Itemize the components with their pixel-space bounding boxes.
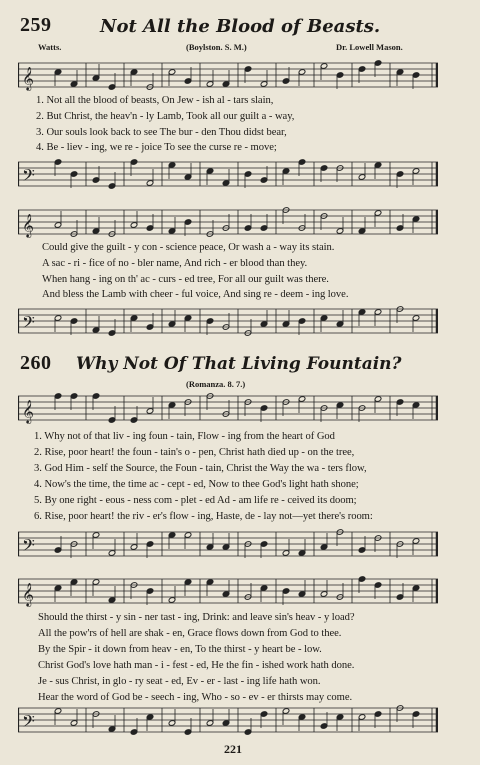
hymn-number: 260 <box>20 352 52 374</box>
music-staff-bass <box>18 528 438 562</box>
svg-text:𝄢: 𝄢 <box>22 711 35 735</box>
lyric-line: When hang - ing on th' ac - curs - ed tree, For all our guilt was there. <box>42 274 329 285</box>
svg-text:𝄞: 𝄞 <box>22 213 34 237</box>
lyric-line: 1. Not all the blood of beasts, On Jew - ish al - tars slain, <box>36 95 274 106</box>
svg-text:𝄞: 𝄞 <box>22 399 34 423</box>
svg-text:𝄢: 𝄢 <box>22 312 35 336</box>
lyric-line: And bless the Lamb with cheer - ful voice, And sing re - deem - ing love. <box>42 289 349 300</box>
lyric-line: Should the thirst - y sin - ner tast - ing, Drink: and leave sin's heav - y load? <box>38 612 355 623</box>
svg-text:𝄞: 𝄞 <box>22 582 34 606</box>
music-staff-treble <box>18 206 438 240</box>
svg-text:𝄞: 𝄞 <box>22 66 34 90</box>
hymn-number: 259 <box>20 14 52 36</box>
lyric-line: Could give the guilt - y con - science peace, Or wash a - way its stain. <box>42 242 335 253</box>
lyric-line: 3. Our souls look back to see The bur - den Thou didst bear, <box>36 127 287 138</box>
music-staff-treble <box>18 59 438 93</box>
hymn-tune: (Boylston. S. M.) <box>186 42 247 52</box>
svg-text:𝄢: 𝄢 <box>22 165 35 189</box>
lyric-line: All the pow'rs of hell are shak - en, Grace flows down from God to thee. <box>38 628 342 639</box>
lyric-line: 2. Rise, poor heart! the foun - tain's o - pen, Christ hath died up - on the tree, <box>34 447 355 458</box>
lyric-line: Christ God's love hath man - i - fest - ed, He the fin - ished work hath done. <box>38 660 355 671</box>
lyric-line: A sac - ri - fice of no - bler name, And rich - er blood than they. <box>42 258 308 269</box>
page-number: 221 <box>224 742 242 756</box>
lyric-line: 5. By one right - eous - ness com - plet - ed Ad - am life re - ceived its doom; <box>34 495 357 506</box>
lyric-line: 6. Rise, poor heart! the riv - er's flow - ing, Haste, de - lay not—yet there's room: <box>34 511 373 522</box>
music-staff-bass <box>18 704 438 738</box>
music-staff-bass <box>18 158 438 192</box>
lyric-line: 2. But Christ, the heav'n - ly Lamb, Took all our guilt a - way, <box>36 111 295 122</box>
lyric-line: 4. Now's the time, the time ac - cept - ed, Now to thee God's light hath shone; <box>34 479 359 490</box>
lyric-line: Hear the word of God be - seech - ing, Who - so - ev - er thirsts may come. <box>38 692 353 703</box>
music-staff-treble <box>18 575 438 609</box>
hymn-title: Not All the Blood of Beasts. <box>100 16 381 37</box>
hymn-author: Watts. <box>38 42 62 52</box>
svg-text:𝄢: 𝄢 <box>22 535 35 559</box>
music-staff-bass <box>18 305 438 339</box>
hymn-tune: (Romanza. 8. 7.) <box>186 379 246 389</box>
lyric-line: 1. Why not of that liv - ing foun - tain, Flow - ing from the heart of God <box>34 431 335 442</box>
music-staff-treble <box>18 392 438 426</box>
lyric-line: By the Spir - it down from heav - en, To the thirst - y heart be - low. <box>38 644 322 655</box>
hymn-title: Why Not Of That Living Fountain? <box>76 354 402 374</box>
lyric-line: Je - sus Christ, in glo - ry seat - ed, Ev - er - last - ing life hath won. <box>38 676 321 687</box>
hymn-composer: Dr. Lowell Mason. <box>336 42 403 52</box>
lyric-line: 3. God Him - self the Source, the Foun - tain, Christ the Way the wa - ters flow, <box>34 463 367 474</box>
lyric-line: 4. Be - liev - ing, we re - joice To see the curse re - move; <box>36 142 277 153</box>
